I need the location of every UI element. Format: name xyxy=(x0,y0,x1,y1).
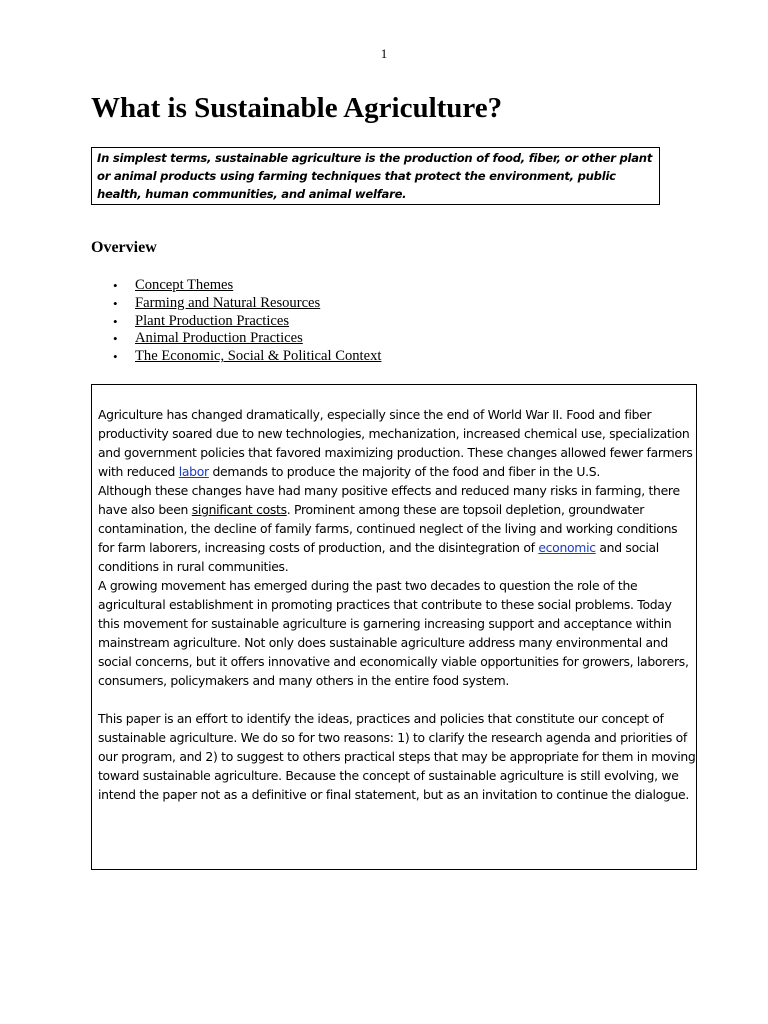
page-number: 1 xyxy=(380,46,388,61)
overview-link-economic-social-political[interactable]: The Economic, Social & Political Context xyxy=(135,348,382,365)
bullet-icon: • xyxy=(113,331,118,347)
overview-list xyxy=(91,277,381,366)
paragraph-4: This paper is an effort to identify the ideas, practices and policies that constitute our concept of sustainable agriculture. We do so for two reasons: 1) to clarify the research agenda and priorities of our program, and 2) to suggest to others practical steps that may be appropriate for them in moving toward sustainable agriculture. Because the concept of sustainable agriculture is still evolving, we intend the paper not as a definitive or final statement, but as an invitation to continue the dialogue. xyxy=(98,711,696,802)
bullet-icon: • xyxy=(113,278,118,293)
bullet-icon: • xyxy=(113,313,118,329)
overview-heading: Overview xyxy=(91,239,157,256)
overview-link-farming-natural-resources[interactable]: Farming and Natural Resources xyxy=(135,294,321,311)
economic-link[interactable]: economic xyxy=(538,540,596,555)
paragraph-1 xyxy=(98,405,696,481)
paragraph-3: A growing movement has emerged during the past two decades to question the role of the agricultural establishment in promoting practices that contribute to these social problems. Today this movement for sustainable agriculture is garnering increasing support and acceptance within mainstream agriculture. Not only does sustainable agriculture address many environmental and social concerns, but it offers innovative and economically viable opportunities for growers, laborers, consumers, policymakers and many others in the entire food system. xyxy=(98,578,689,688)
definition-box: In simplest terms, sustainable agriculture is the production of food, fiber, or other plant or animal products using farming techniques that protect the environment, public health, human communities, and animal welfare. xyxy=(91,147,660,205)
bullet-icon: • xyxy=(113,349,118,365)
content-box xyxy=(91,384,697,870)
page-title: What is Sustainable Agriculture? xyxy=(91,92,503,124)
list-item xyxy=(91,330,381,348)
overview-link-plant-production[interactable]: Plant Production Practices xyxy=(135,312,290,329)
paragraph-1-text-end: demands to produce the majority of the food and fiber in the U.S. xyxy=(208,464,600,479)
overview-link-concept-themes[interactable]: Concept Themes xyxy=(135,277,234,293)
overview-link-animal-production[interactable]: Animal Production Practices xyxy=(135,330,303,347)
list-item xyxy=(91,313,381,331)
list-item xyxy=(91,295,381,313)
significant-costs-link[interactable]: significant costs xyxy=(191,502,287,517)
list-item xyxy=(91,277,381,295)
paragraph-2-text: Although these changes have had many positive effects and reduced many risks in farming, there have also been xyxy=(98,483,680,517)
paragraph-2-text-end: and social conditions in rural communities. xyxy=(98,540,659,574)
paragraph-2-text-middle: . Prominent among these are topsoil depletion, groundwater contamination, the decline of family farms, continued neglect of the living and working conditions for farm laborers, increasing costs of production, and the disintegration of xyxy=(98,502,678,555)
labor-link[interactable]: labor xyxy=(178,464,209,479)
paragraph-1-text: Agriculture has changed dramatically, especially since the end of World War II. Food and fiber productivity soared due to new technologies, mechanization, increased chemical use, specialization and government policies that favored maximizing production. These changes allowed fewer farmers with reduced xyxy=(98,407,693,479)
paragraph-2 xyxy=(98,481,696,576)
list-item xyxy=(91,348,381,366)
bullet-icon: • xyxy=(113,295,118,311)
